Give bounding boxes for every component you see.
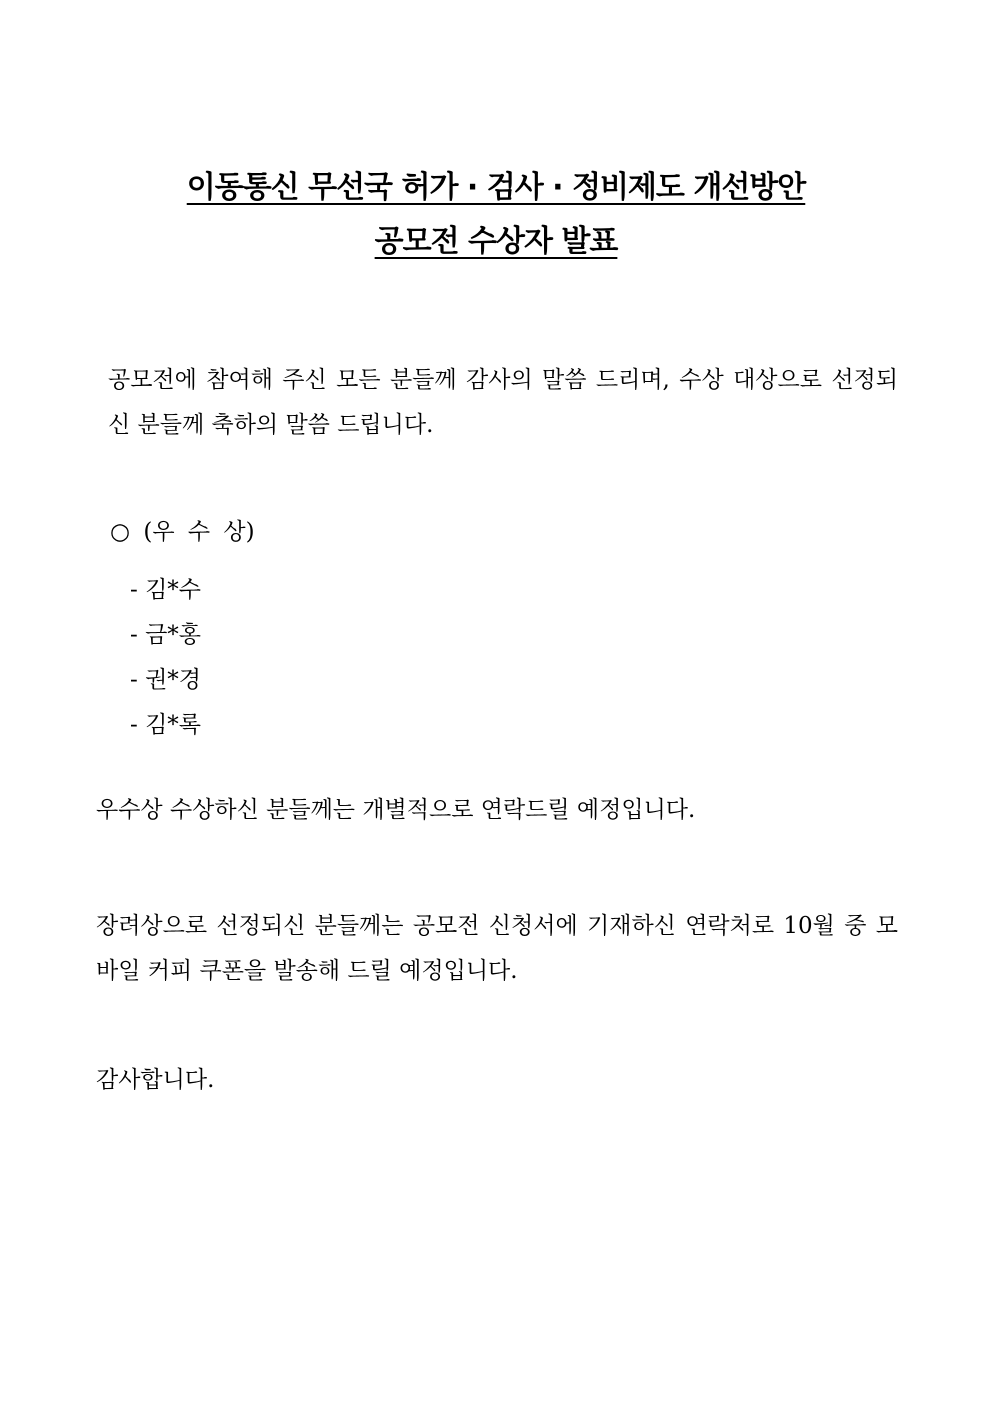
list-item: - 김*수 xyxy=(130,577,202,603)
document-title-line-2 xyxy=(0,222,992,262)
document-title-line-1-text: 이동통신 무선국 허가 · 검사 · 정비제도 개선방안 xyxy=(186,170,806,205)
closing-text: 감사합니다. xyxy=(96,1067,215,1093)
winner-list xyxy=(130,568,201,748)
notice-excellence-award: 우수상 수상하신 분들께는 개별적으로 연락드릴 예정입니다. xyxy=(96,797,696,823)
list-item: - 김*록 xyxy=(130,712,202,738)
notice-encouragement-award: 장려상으로 선정되신 분들께는 공모전 신청서에 기재하신 연락처로 10월 중 모바일 커피 쿠폰을 발송해 드릴 예정입니다. xyxy=(96,913,898,984)
list-item: - 권*경 xyxy=(130,667,202,693)
document-title-line-1 xyxy=(0,168,992,208)
section-heading-excellence: ○ (우 수 상) xyxy=(110,519,255,545)
intro-paragraph: 공모전에 참여해 주신 모든 분들께 감사의 말씀 드리며, 수상 대상으로 선정되신 분들께 축하의 말씀 드립니다. xyxy=(108,367,898,438)
document-title-line-2-text: 공모전 수상자 발표 xyxy=(374,224,618,259)
list-item: - 금*홍 xyxy=(130,622,202,648)
